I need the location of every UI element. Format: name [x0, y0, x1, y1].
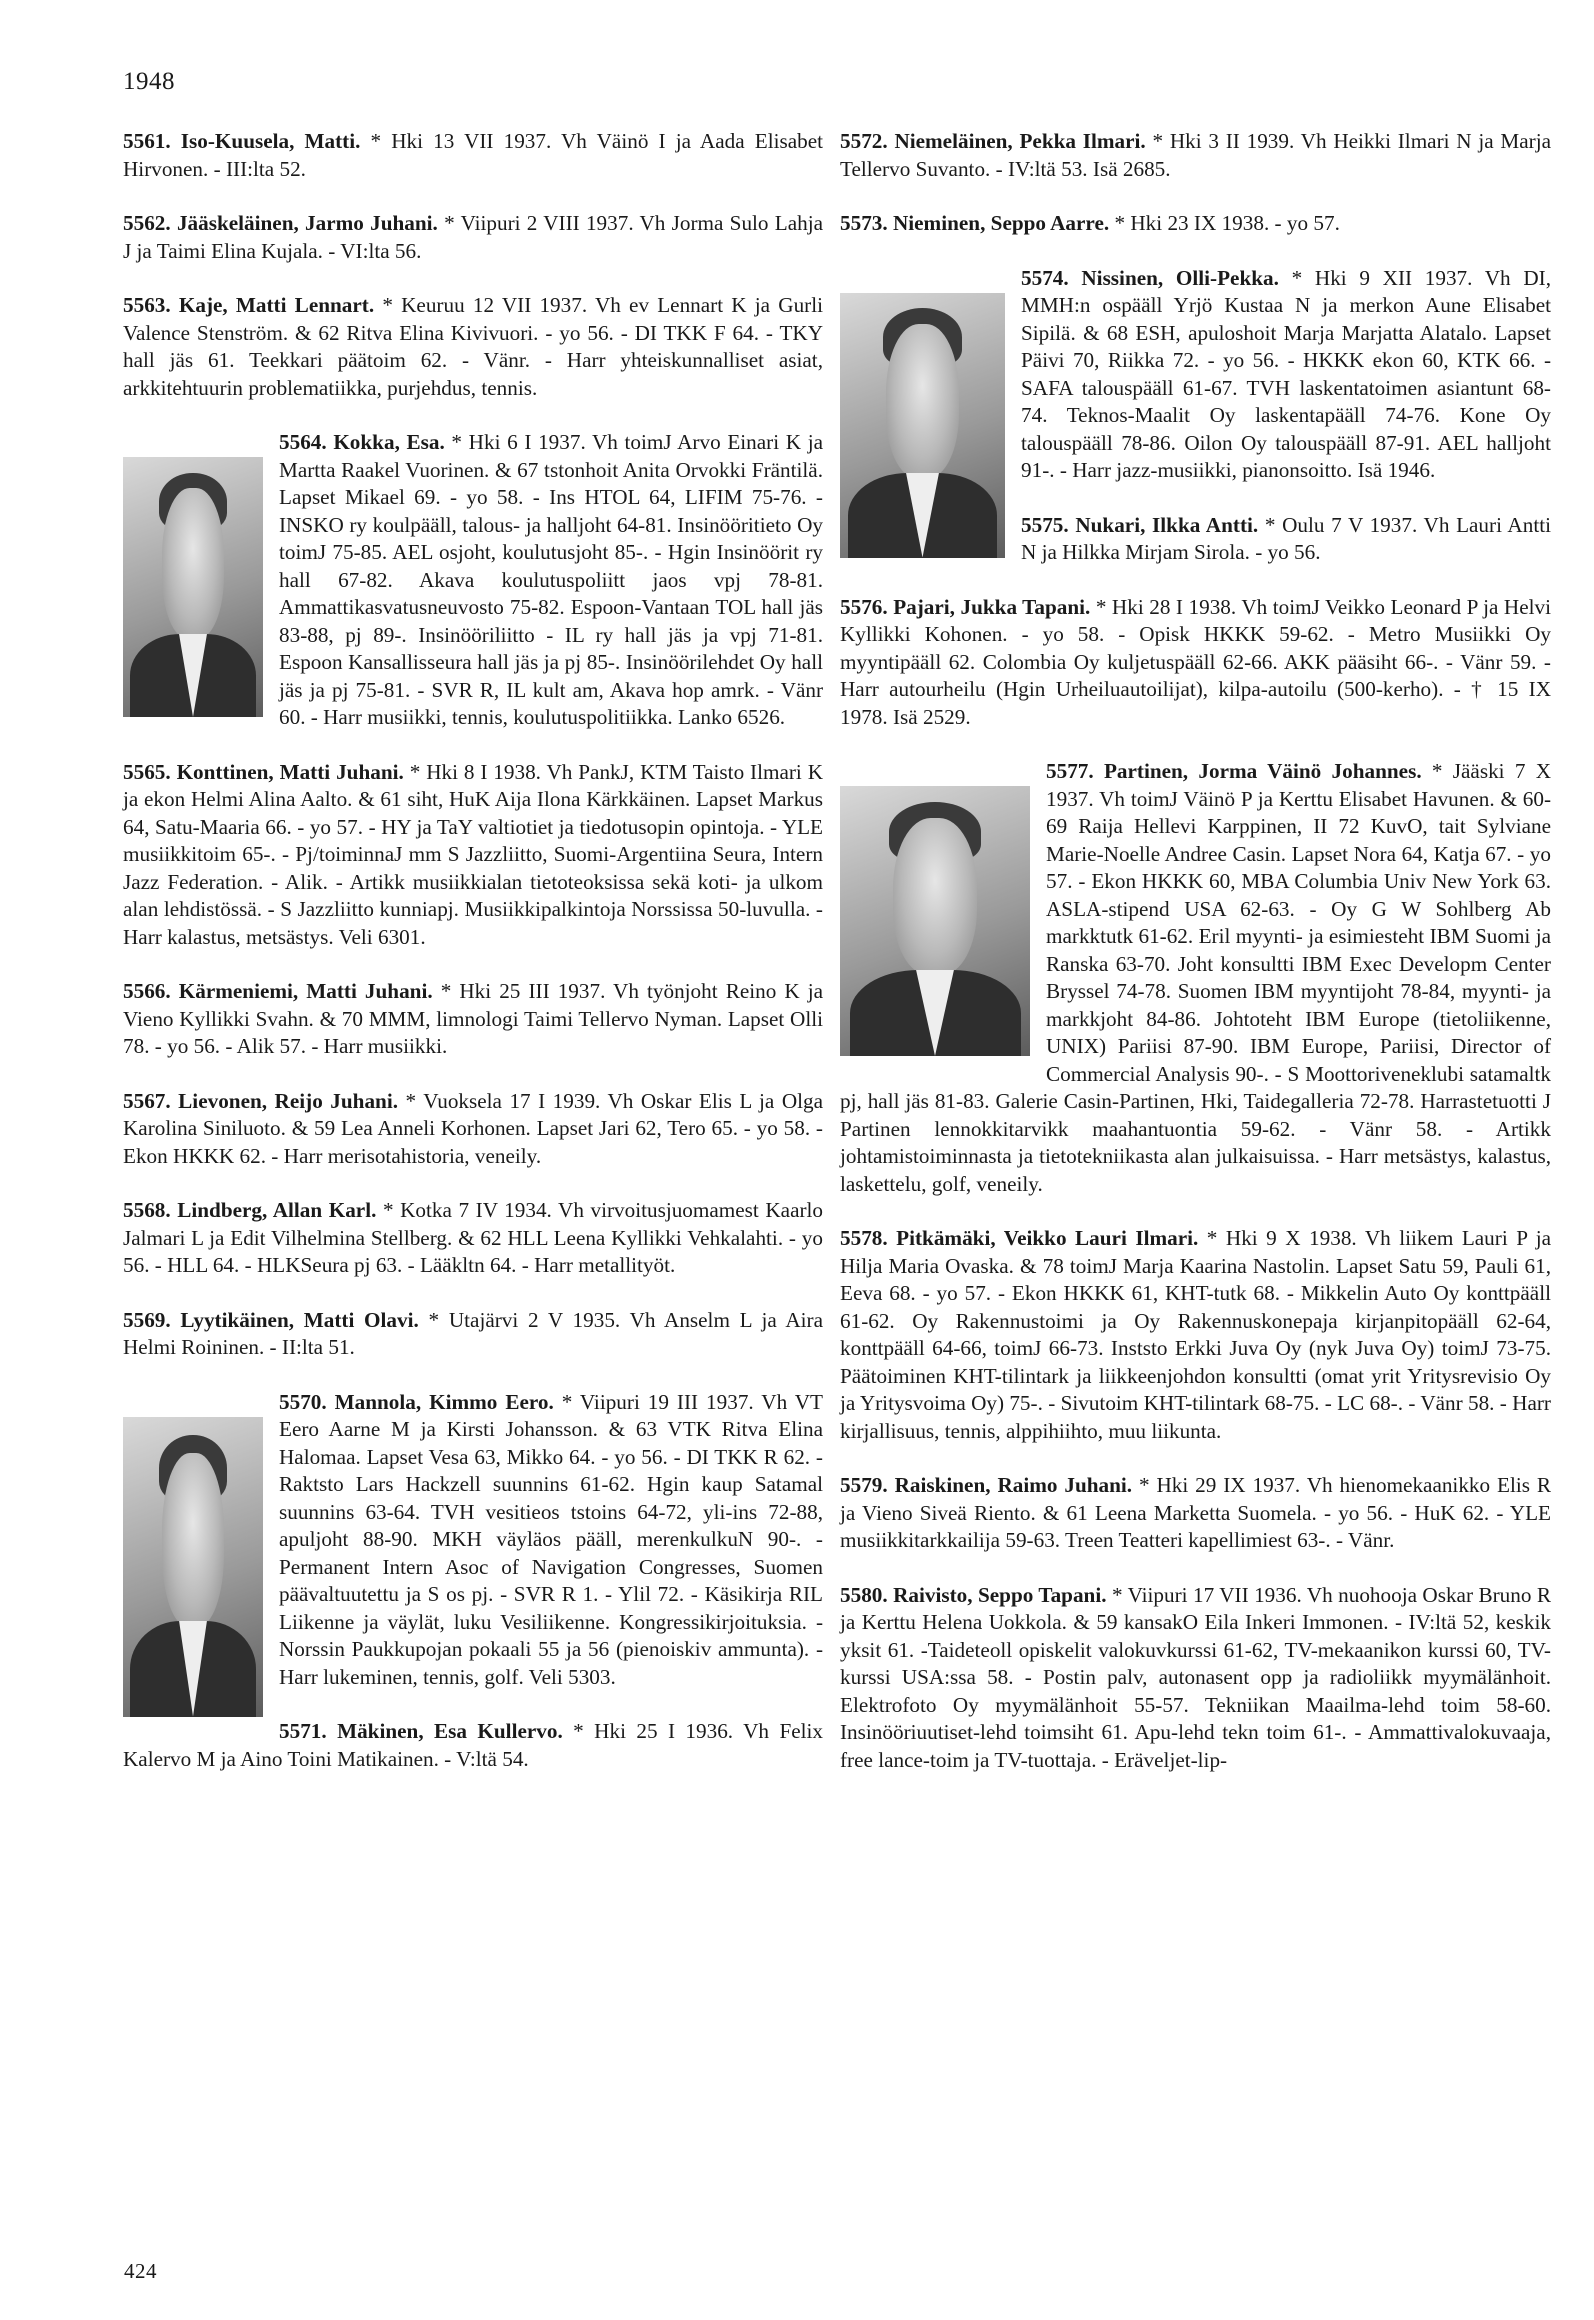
portrait-photo-kokka	[123, 457, 263, 717]
page-number-top: 1948	[123, 68, 175, 95]
portrait-photo-nissinen	[840, 293, 1005, 558]
entry-5574: 5574. Nissinen, Olli-Pekka. * Hki 9 XII 1937. Vh DI, MMH:n ospääll Yrjö Kustaa N ja merkon Aune Elisabet Sipilä. & 68 ESH, apuloshoit Marja Marjatta Alatalo. Lapset Päivi 70, Riikka 72. - yo 56. - HKKK ekon 60, KTK 66. - SAFA talouspääll 61-67. TVH laskentatoimen asiantunt 68-74. Teknos-Maalit Oy laskentapääll 74-76. Kone Oy talouspääll 78-86. Oilon Oy talouspääll 87-91. AEL halljoht 91-. - Harr jazz-musiikki, pianonsoitto. Isä 1946.	[840, 265, 1551, 485]
portrait-photo-partinen	[840, 786, 1030, 1056]
entry-5562: 5562. Jääskeläinen, Jarmo Juhani. * Viipuri 2 VIII 1937. Vh Jorma Sulo Lahja J ja Taimi Elina Kujala. - VI:lta 56.	[123, 211, 824, 263]
left-column	[123, 128, 823, 1800]
entry-5561: 5561. Iso-Kuusela, Matti. * Hki 13 VII 1937. Vh Väinö I ja Aada Elisabet Hirvonen. - III:lta 52.	[123, 129, 824, 181]
entry-5564: 5564. Kokka, Esa. * Hki 6 I 1937. Vh toimJ Arvo Einari K ja Martta Raakel Vuorinen. & 67 tstonhoit Anita Orvokki Fräntilä. Lapset Mikael 69. - yo 58. - Ins HTOL 64, LIFIM 75-76. - INSKO ry koulpääll, talous- ja halljoht 64-81. Insinööritieto Oy toimJ 75-85. AEL osjoht, koulutusjoht 85-. - Hgin Insinöörit ry hall 67-82. Akava koulutuspoliitt jaos vpj 78-81. Ammattikasvatusneuvosto 75-82. Espoon-Vantaan TOL hall jäs 83-88, pj 89-. Insinööriliitto - IL ry hall jäs ja vpj 71-81. Espoon Kansallisseura hall jäs ja pj 85-. Insinöörilehdet Oy hall jäs ja pj 75-81. - SVR R, IL kult am, Akava hop amrk. - Vänr 60. - Harr musiikki, tennis, koulutuspolitiikka. Lanko 6526.	[123, 429, 823, 732]
portrait-photo-mannola	[123, 1417, 263, 1717]
entry-5569: 5569. Lyytikäinen, Matti Olavi. * Utajärvi 2 V 1935. Vh Anselm L ja Aira Helmi Roininen. - II:lta 51.	[123, 1307, 824, 1359]
right-column	[840, 128, 1551, 1801]
entry-5578: 5578. Pitkämäki, Veikko Lauri Ilmari. * Hki 9 X 1938. Vh liikem Lauri P ja Hilja Maria Ovaska. & 78 toimJ Marja Kaarina Nastolin. Lapset Satu 59, Pauli 61, Eeva 68. - yo 57. - Ekon HKKK 61, KHT-tutk 68. - Mikkelin Auto Oy konttpääll 61-62. Oy Rakennustoimi ja Oy Rakennuskonepaja kirjanpitopääll 62-64, konttpääll 64-66, toimJ 66-73. Inststo Erkki Juva Oy (nyk Juva Oy) toimJ 73-75. Päätoiminen KHT-tilintark ja liikkeenjohdon konsultti (omat yrit Yritysrevisio Oy ja Yritysvoima Oy) 75-. - Sivutoim KHT-tilintark 68-75. - LC 68-. - Vänr 58. - Harr kirjallisuus, tennis, alppihiihto, muu liikunta.	[840, 1226, 1551, 1443]
page-number-bottom: 424	[124, 2259, 157, 2283]
entry-5565: 5565. Konttinen, Matti Juhani. * Hki 8 I 1938. Vh PankJ, KTM Taisto Ilmari K ja ekon Helmi Alina Aalto. & 61 siht, HuK Aija Ilona Kärkkäinen. Lapset Markus 64, Satu-Maaria 66. - yo 57. - HY ja TaY valtiotiet ja tiedotusopin opintoja. - YLE musiikkitoim 65-. - Pj/toiminnaJ mm S Jazzliitto, Suomi-Argentiina Seura, Intern Jazz Federation. - Alik. - Artikk musiikkialan tietoteoksissa sekä koti- ja ulkom alan lehdistössä. - S Jazzliitto kunniapj. Musiikkipalkintoja Norssissa 50-luvulla. - Harr kalastus, metsästys. Veli 6301.	[123, 759, 824, 949]
entry-5573: 5573. Nieminen, Seppo Aarre. * Hki 23 IX 1938. - yo 57.	[840, 211, 1340, 235]
entry-5563: 5563. Kaje, Matti Lennart. * Keuruu 12 VII 1937. Vh ev Lennart K ja Gurli Valence Stenström. & 62 Ritva Elina Kivivuori. - yo 56. - DI TKK F 64. - TKY hall jäs 61. Teekkari päätoim 62. - Vänr. - Harr yhteiskunnalliset asiat, arkkitehtuurin problematiikka, purjehdus, tennis.	[123, 293, 824, 400]
entry-5570: 5570. Mannola, Kimmo Eero. * Viipuri 19 III 1937. Vh VT Eero Aarne M ja Kirsti Johansson. & 63 VTK Ritva Elina Halomaa. Lapset Vesa 63, Mikko 64. - yo 56. - DI TKK R 62. - Raktsto Lars Hackzell suunnins 61-62. Hgin kaup Satamal suunnins 63-64. TVH vesitieos tstoins 64-72, yli-ins 72-88, apuljoht 88-90. MKH väyläos pääll, merenkulkuN 90-. - Permanent Intern Asoc of Navigation Congresses, Suomen päävaltuutettu ja S os pj. - SVR R 1. - Ylil 72. - Käsikirja RIL Liikenne ja väylät, luku Vesiliikenne. Kongressikirjoituksia. - Norssin Paukkupojan pokaali 55 ja 56 (pienoiskiv ammunta). - Harr lukeminen, tennis, golf. Veli 5303.	[123, 1389, 823, 1692]
entry-5572: 5572. Niemeläinen, Pekka Ilmari. * Hki 3 II 1939. Vh Heikki Ilmari N ja Marja Tellervo Suvanto. - IV:ltä 53. Isä 2685.	[840, 129, 1551, 181]
entry-5575: 5575. Nukari, Ilkka Antti. * Oulu 7 V 1937. Vh Lauri Antti N ja Hilkka Mirjam Sirola. - yo 56.	[1021, 512, 1551, 564]
entry-5580: 5580. Raivisto, Seppo Tapani. * Viipuri 17 VII 1936. Vh nuohooja Oskar Bruno R ja Kerttu Helena Uokkola. & 59 kansakO Eila Inkeri Immonen. - IV:ltä 52, keskik yksit 61. -Taideteoll opiskelit valokuvkurssi 61-62, TV-mekaanikon kurssi 60, TV-kurssi USA:ssa 58. - Postin palv, autonasent opp ja radioliikk myymälänhoit. Elektrofoto Oy myymälänhoit 55-57. Tekniikan Maailma-lehd toim 58-60. Insinööriuutiset-lehd toimsiht 61. Apu-lehd tekn toim 61-. - Ammattivalokuvaaja, free lance-toim ja TV-tuottaja. - Eräveljet-lip-	[840, 1582, 1551, 1772]
entry-5571: 5571. Mäkinen, Esa Kullervo. * Hki 25 I 1936. Vh Felix Kalervo M ja Aino Toini Matikainen. - V:ltä 54.	[123, 1719, 823, 1771]
entry-5579: 5579. Raiskinen, Raimo Juhani. * Hki 29 IX 1937. Vh hienomekaanikko Elis R ja Vieno Siveä Riento. & 61 Leena Marketta Suomela. - yo 56. - HuK 62. - YLE musiikkitarkkailija 59-63. Treen Teatteri kapellimiest 63-. - Vänr.	[840, 1473, 1551, 1552]
entry-5577: 5577. Partinen, Jorma Väinö Johannes. * Jääski 7 X 1937. Vh toimJ Väinö P ja Kerttu Elisabet Havunen. & 60-69 Raija Hellevi Karppinen, II 72 KuvO, tait Sylviane Marie-Noelle Andree Casin. Lapset Nora 64, Katja 67. - yo 57. - Ekon HKKK 60, MBA Columbia Univ New York 63. ASLA-stipend USA 62-63. - Oy G W Sohlberg Ab markktutk 61-62. Eril myynti- ja esimiesteht IBM Suomi ja Ranska 63-70. Joht konsultti IBM Exec Developm Center Bryssel 74-78. Suomen IBM myyntijoht 78-84, myynti- ja markkjoht 84-86. Johtoteht IBM Europe (tietoliikenne, UNIX) Pariisi 87-90. IBM Europe, Pariisi, Director of Commercial Analysis 90-. - S Moottoriveneklubi satamaltk pj, hall jäs 81-83. Galerie Casin-Partinen, Hki, Taidegalleria 72-78. Harrastetuotti J Partinen lennokkitarvikk maahantuontia 59-62. - Vänr 58. - Artikk johtamistoiminnasta ja tietotekniikasta alan julkaisuissa. - Harr metsästys, kalastus, laskettelu, golf, veneily.	[840, 759, 1551, 1196]
entry-5576: 5576. Pajari, Jukka Tapani. * Hki 28 I 1938. Vh toimJ Veikko Leonard P ja Helvi Kyllikki Kohonen. - yo 58. - Opisk HKKK 59-62. - Metro Musiikki Oy myyntipääll 62. Colombia Oy kuljetuspääll 62-66. AKK pääsiht 66-. - Vänr 59. - Harr autourheilu (Hgin Urheiluautoilijat), kilpa-autoilu (500-kerho). - † 15 IX 1978. Isä 2529.	[840, 594, 1552, 729]
entry-5566: 5566. Kärmeniemi, Matti Juhani. * Hki 25 III 1937. Vh työnjoht Reino K ja Vieno Kyllikki Svahn. & 70 MMM, limnologi Taimi Tellervo Nyman. Lapset Olli 78. - yo 56. - Alik 57. - Harr musiikki.	[123, 979, 824, 1058]
entry-5567: 5567. Lievonen, Reijo Juhani. * Vuoksela 17 I 1939. Vh Oskar Elis L ja Olga Karolina Siniluoto. & 59 Lea Anneli Korhonen. Lapset Jari 62, Tero 65. - yo 58. - Ekon HKKK 62. - Harr merisotahistoria, veneily.	[123, 1088, 824, 1168]
entry-5568: 5568. Lindberg, Allan Karl. * Kotka 7 IV 1934. Vh virvoitusjuomamest Kaarlo Jalmari L ja Edit Vilhelmina Stellberg. & 62 HLL Leena Kyllikki Vehkalahti. - yo 56. - HLL 64. - HLKSeura pj 63. - Lääkltn 64. - Harr metallityöt.	[123, 1198, 824, 1277]
